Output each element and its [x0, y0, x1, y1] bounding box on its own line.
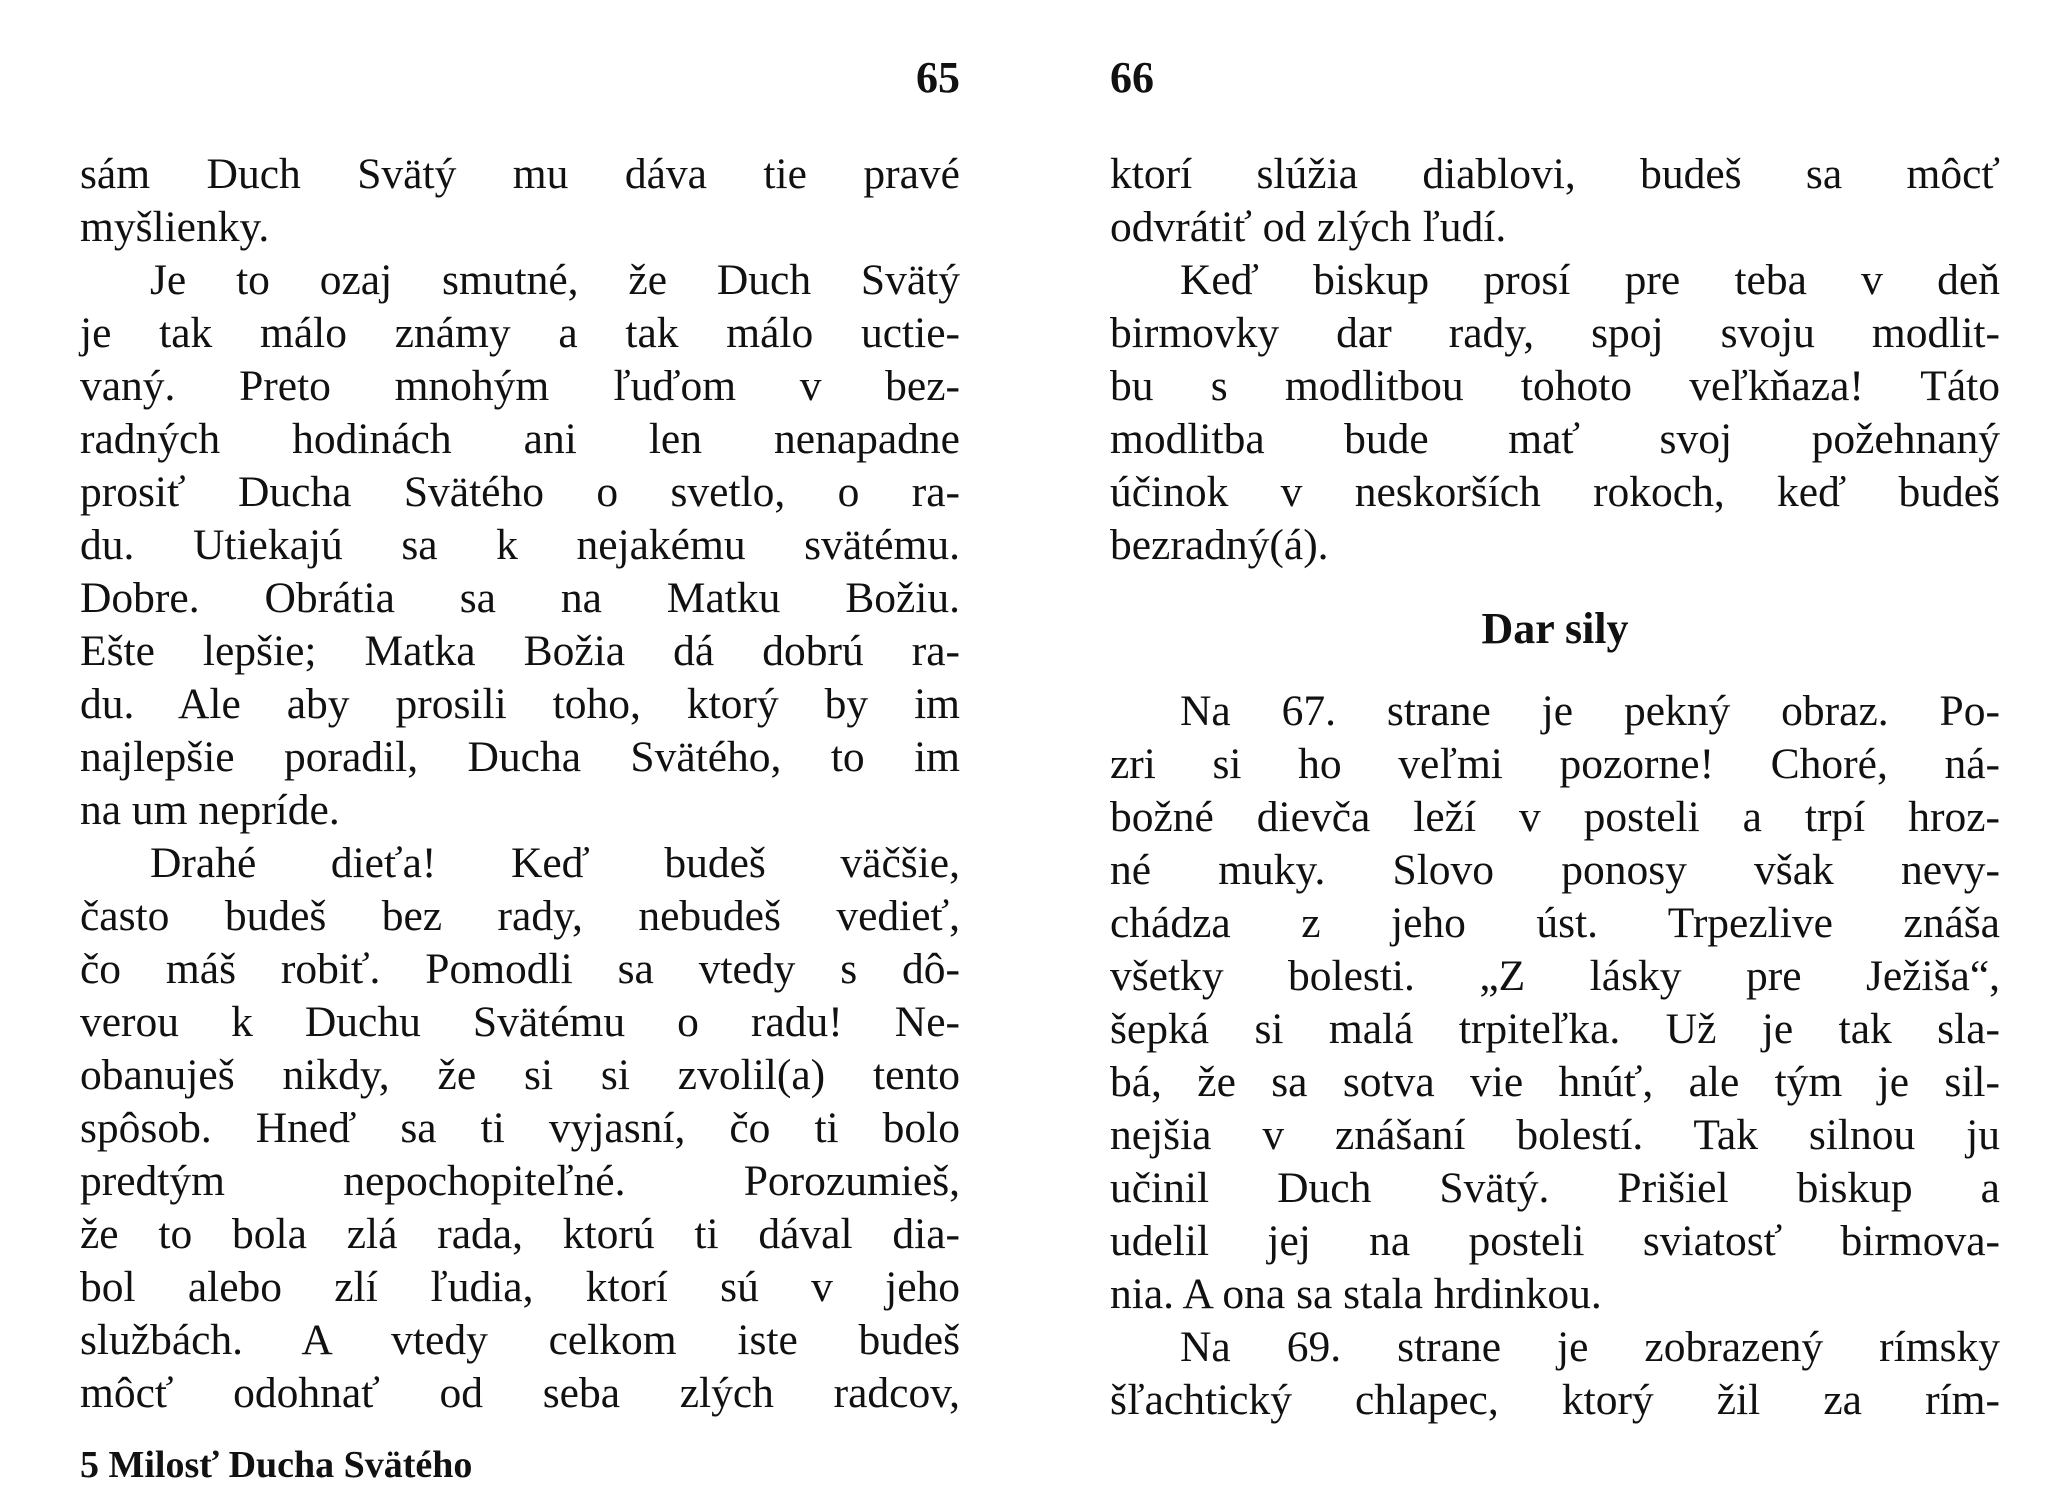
text-line: du. Ale aby prosili toho, ktorý by im — [80, 680, 960, 728]
text-line: šepká si malá trpiteľka. Už je tak sla- — [1110, 1005, 2000, 1053]
text-line: zri si ho veľmi pozorne! Choré, ná- — [1110, 740, 2000, 788]
page-number-left: 65 — [916, 53, 960, 102]
text-line: modlitba bude mať svoj požehnaný — [1110, 415, 2000, 463]
text-line: čo máš robiť. Pomodli sa vtedy s dô- — [80, 945, 960, 993]
left-page — [80, 0, 960, 1500]
right-page-text — [1110, 148, 2000, 1427]
text-line: môcť odohnať od seba zlých radcov, — [80, 1369, 960, 1417]
text-line: na um nepríde. — [80, 786, 340, 834]
text-line: Ešte lepšie; Matka Božia dá dobrú ra- — [80, 627, 960, 675]
text-line: účinok v neskorších rokoch, keď budeš — [1110, 468, 2000, 516]
text-line: predtým nepochopiteľné. Porozumieš, — [80, 1157, 960, 1205]
text-line: myšlienky. — [80, 203, 270, 251]
text-line: Na 69. strane je zobrazený rímsky — [1180, 1323, 2000, 1371]
text-line: radných hodinách ani len nenapadne — [80, 415, 960, 463]
text-line: du. Utiekajú sa k nejakému svätému. — [80, 521, 960, 569]
text-line: verou k Duchu Svätému o radu! Ne- — [80, 998, 960, 1046]
text-line: Na 67. strane je pekný obraz. Po- — [1180, 687, 2000, 735]
text-line: ktorí slúžia diablovi, budeš sa môcť — [1110, 150, 2000, 198]
text-line: bu s modlitbou tohoto veľkňaza! Táto — [1110, 362, 2000, 410]
text-line: sám Duch Svätý mu dáva tie pravé — [80, 150, 960, 198]
text-line: Je to ozaj smutné, že Duch Svätý — [150, 256, 960, 304]
text-line: je tak málo známy a tak málo uctie- — [80, 309, 960, 357]
text-line: obanuješ nikdy, že si si zvolil(a) tento — [80, 1051, 960, 1099]
text-line: prosiť Ducha Svätého o svetlo, o ra- — [80, 468, 960, 516]
text-line: často budeš bez rady, nebudeš vedieť, — [80, 892, 960, 940]
text-line: birmovky dar rady, spoj svoju modlit- — [1110, 309, 2000, 357]
text-line: nia. A ona sa stala hrdinkou. — [1110, 1270, 1602, 1318]
text-line: všetky bolesti. „Z lásky pre Ježiša“, — [1110, 952, 2000, 1000]
text-line: bá, že sa sotva vie hnúť, ale tým je sil- — [1110, 1058, 2000, 1106]
text-line: najlepšie poradil, Ducha Svätého, to im — [80, 733, 960, 781]
text-line: Dobre. Obrátia sa na Matku Božiu. — [80, 574, 960, 622]
text-line: udelil jej na posteli sviatosť birmova- — [1110, 1217, 2000, 1265]
left-page-text — [80, 148, 960, 1420]
text-line: šľachtický chlapec, ktorý žil za rím- — [1110, 1376, 2000, 1424]
text-line: odvrátiť od zlých ľudí. — [1110, 203, 1507, 251]
text-line: chádza z jeho úst. Trpezlive znáša — [1110, 899, 2000, 947]
text-line: né muky. Slovo ponosy však nevy- — [1110, 846, 2000, 894]
text-line: nejšia v znášaní bolestí. Tak silnou ju — [1110, 1111, 2000, 1159]
text-line: službách. A vtedy celkom iste budeš — [80, 1316, 960, 1364]
text-line: Drahé dieťa! Keď budeš väčšie, — [150, 839, 960, 887]
text-line: že to bola zlá rada, ktorú ti dával dia- — [80, 1210, 960, 1258]
text-line: bol alebo zlí ľudia, ktorí sú v jeho — [80, 1263, 960, 1311]
page-number-right: 66 — [1110, 53, 1154, 102]
text-line: bezradný(á). — [1110, 521, 1329, 569]
right-page — [1110, 0, 2000, 1500]
page-footer: 5 Milosť Ducha Svätého — [80, 1444, 473, 1486]
text-line: božné dievča leží v posteli a trpí hroz- — [1110, 793, 2000, 841]
text-line: vaný. Preto mnohým ľuďom v bez- — [80, 362, 960, 410]
text-line: spôsob. Hneď sa ti vyjasní, čo ti bolo — [80, 1104, 960, 1152]
text-line: Keď biskup prosí pre teba v deň — [1180, 256, 2000, 304]
section-heading: Dar sily — [1481, 604, 1629, 653]
text-line: učinil Duch Svätý. Prišiel biskup a — [1110, 1164, 2000, 1212]
